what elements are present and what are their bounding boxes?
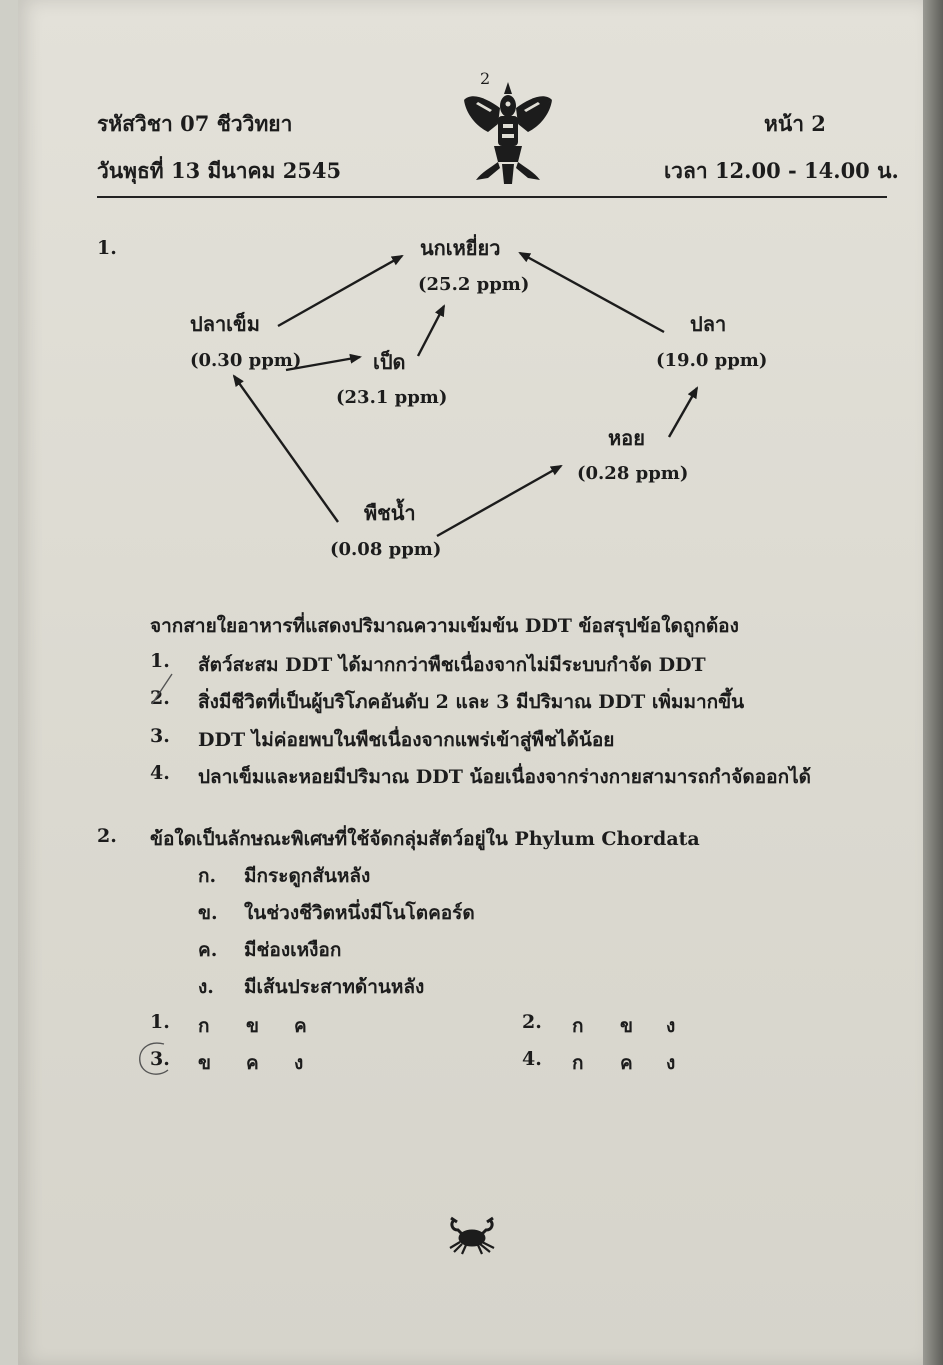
q2-answer-letter: ค	[294, 1015, 307, 1037]
q2-item-text: มีเส้นประสาทด้านหลัง	[244, 976, 425, 998]
arrow-fish-to-bird	[520, 253, 664, 332]
q2-answer-letter: ง	[666, 1015, 676, 1037]
arrow-shellfish-to-fish	[669, 388, 697, 437]
node-plant-value: (0.08 ppm)	[330, 539, 442, 560]
q2-answer-letter: ก	[572, 1052, 584, 1074]
q1-option-text: สิ่งมีชีวิตที่เป็นผู้บริโภคอันดับ 2 และ 3 มีปริมาณ DDT เพิ่มมากขึ้น	[198, 691, 745, 713]
node-plant-name: พืชน้ำ	[364, 501, 416, 525]
node-duck-name: เป็ด	[373, 350, 406, 374]
q2-answer-letter: ค	[246, 1052, 259, 1074]
q1-option-number: 2.	[150, 687, 170, 709]
q1-option-number: 4.	[150, 762, 170, 784]
q1-option-number: 3.	[150, 725, 170, 747]
exam-date: วันพุธที่ 13 มีนาคม 2545	[97, 158, 342, 183]
q2-answer-letter: ก	[572, 1015, 584, 1037]
node-fish-name: ปลา	[690, 312, 727, 336]
q2-item-text: มีช่องเหงือก	[244, 939, 342, 961]
q2-answer-letter: ข	[198, 1052, 211, 1074]
arrow-duck-to-bird	[418, 306, 444, 356]
q2-answer-number: 3.	[150, 1048, 170, 1070]
q1-option-text: สัตว์สะสม DDT ได้มากกว่าพืชเนื่องจากไม่มีระบบกำจัด DDT	[198, 654, 706, 676]
node-bird-value: (25.2 ppm)	[418, 274, 530, 295]
q2-answer-letter: ค	[620, 1052, 633, 1074]
question-2-prompt: ข้อใดเป็นลักษณะพิเศษที่ใช้จัดกลุ่มสัตว์อยู่ใน Phylum Chordata	[150, 828, 700, 850]
q2-item-letter: ง.	[198, 976, 214, 998]
question-1-prompt: จากสายใยอาหารที่แสดงปริมาณความเข้มข้น DDT ข้อสรุปข้อใดถูกต้อง	[150, 615, 739, 637]
q2-answer-letter: ข	[620, 1015, 633, 1037]
node-bird-name: นกเหยี่ยว	[420, 236, 501, 260]
pencil-tick-mark	[148, 670, 178, 710]
q2-answer-number: 2.	[522, 1011, 542, 1033]
question-1-number: 1.	[97, 237, 117, 259]
q1-option-text: DDT ไม่ค่อยพบในพืชเนื่องจากแพร่เข้าสู่พืชได้น้อย	[198, 729, 615, 751]
arrow-needlefish-to-bird	[278, 256, 402, 326]
q2-item-letter: ข.	[198, 902, 218, 924]
q2-answer-letter: ง	[666, 1052, 676, 1074]
emblem-number: 2	[480, 69, 491, 88]
page-number: หน้า 2	[764, 111, 826, 136]
food-web-arrows	[0, 0, 943, 600]
q2-item-letter: ก.	[198, 865, 217, 887]
q2-item-text: ในช่วงชีวิตหนึ่งมีโนโตคอร์ด	[244, 902, 475, 924]
node-duck-value: (23.1 ppm)	[336, 387, 448, 408]
q1-option-text: ปลาเข็มและหอยมีปริมาณ DDT น้อยเนื่องจากร่างกายสามารถกำจัดออกได้	[198, 766, 811, 788]
arrow-plant-to-needlefish	[234, 376, 338, 522]
q2-answer-number: 4.	[522, 1048, 542, 1070]
q2-answer-letter: ข	[246, 1015, 259, 1037]
q2-answer-number: 1.	[150, 1011, 170, 1033]
q2-answer-letter: ก	[198, 1015, 210, 1037]
node-shellfish-name: หอย	[608, 426, 645, 450]
node-shellfish-value: (0.28 ppm)	[577, 463, 689, 484]
node-needlefish-name: ปลาเข็ม	[190, 312, 260, 336]
q2-item-letter: ค.	[198, 939, 218, 961]
pencil-circle-mark	[134, 1038, 178, 1080]
exam-time: เวลา 12.00 - 14.00 น.	[664, 158, 899, 183]
arrow-plant-to-shellfish	[437, 466, 561, 536]
question-2-number: 2.	[97, 825, 117, 847]
q2-item-text: มีกระดูกสันหลัง	[244, 865, 371, 887]
crab-icon	[446, 1214, 498, 1256]
course-code: รหัสวิชา 07 ชีววิทยา	[97, 111, 293, 136]
q2-answer-letter: ง	[294, 1052, 304, 1074]
q1-option-number: 1.	[150, 650, 170, 672]
node-needlefish-value: (0.30 ppm)	[190, 350, 302, 371]
node-fish-value: (19.0 ppm)	[656, 350, 768, 371]
